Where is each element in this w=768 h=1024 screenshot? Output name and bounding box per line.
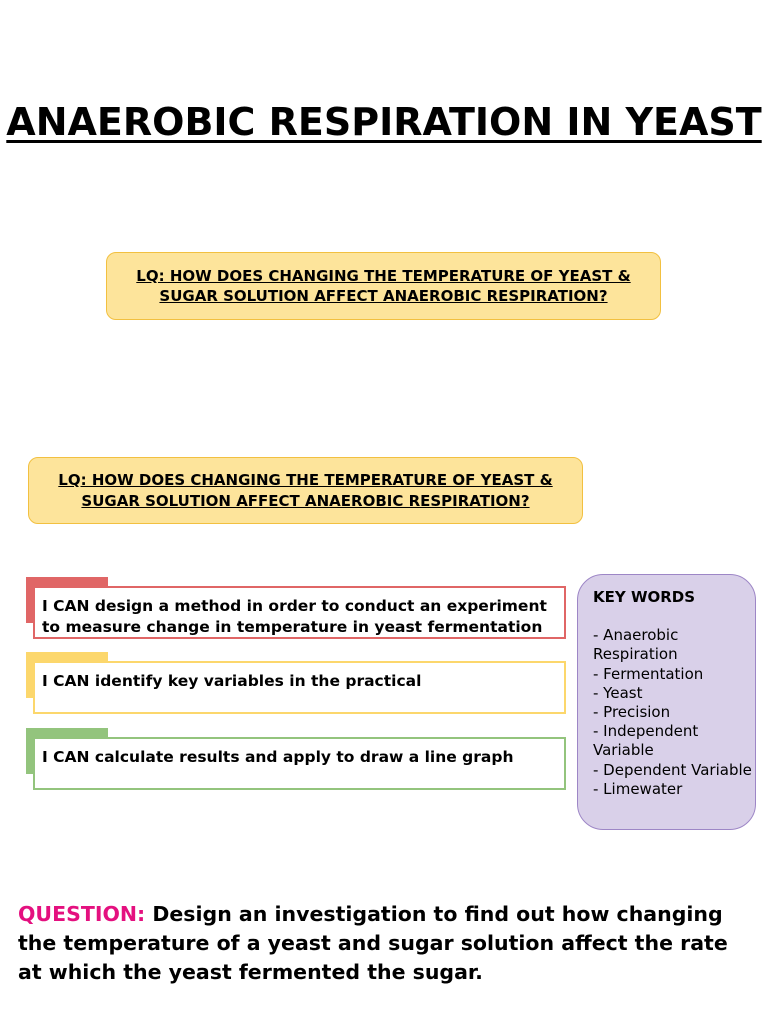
learning-question-middle: LQ: HOW DOES CHANGING THE TEMPERATURE OF YEAST & SUGAR SOLUTION AFFECT ANAEROBIC RESPIRATION? [28, 457, 583, 524]
learning-question-top: LQ: HOW DOES CHANGING THE TEMPERATURE OF YEAST & SUGAR SOLUTION AFFECT ANAEROBIC RESPIRATION? [106, 252, 661, 320]
objective-identify-variables: I CAN identify key variables in the practical [33, 661, 566, 714]
key-word-item: - Limewater [593, 779, 683, 798]
question-text: Design an investigation to find out how changing the temperature of a yeast and sugar solution affect the rate at which the yeast fermented the sugar. [18, 902, 728, 984]
key-word-item: - Precision [593, 703, 671, 722]
key-word-item: - Yeast [593, 683, 643, 702]
objective-design-method: I CAN design a method in order to conduct an experiment to measure change in temperature in yeast fermentation [33, 586, 566, 639]
question-block [18, 900, 758, 987]
objective-line-graph: I CAN calculate results and apply to draw a line graph [33, 737, 566, 790]
key-words-title: KEY WORDS [593, 588, 696, 606]
key-word-item: - Independent Variable [593, 722, 699, 760]
key-words-box [577, 574, 756, 830]
key-word-item: - Fermentation [593, 664, 704, 683]
key-word-item: - Dependent Variable [593, 760, 752, 779]
key-word-item: - Anaerobic Respiration [593, 626, 679, 664]
question-label: QUESTION: [18, 902, 146, 926]
page-title: ANAEROBIC RESPIRATION IN YEAST [6, 100, 762, 144]
